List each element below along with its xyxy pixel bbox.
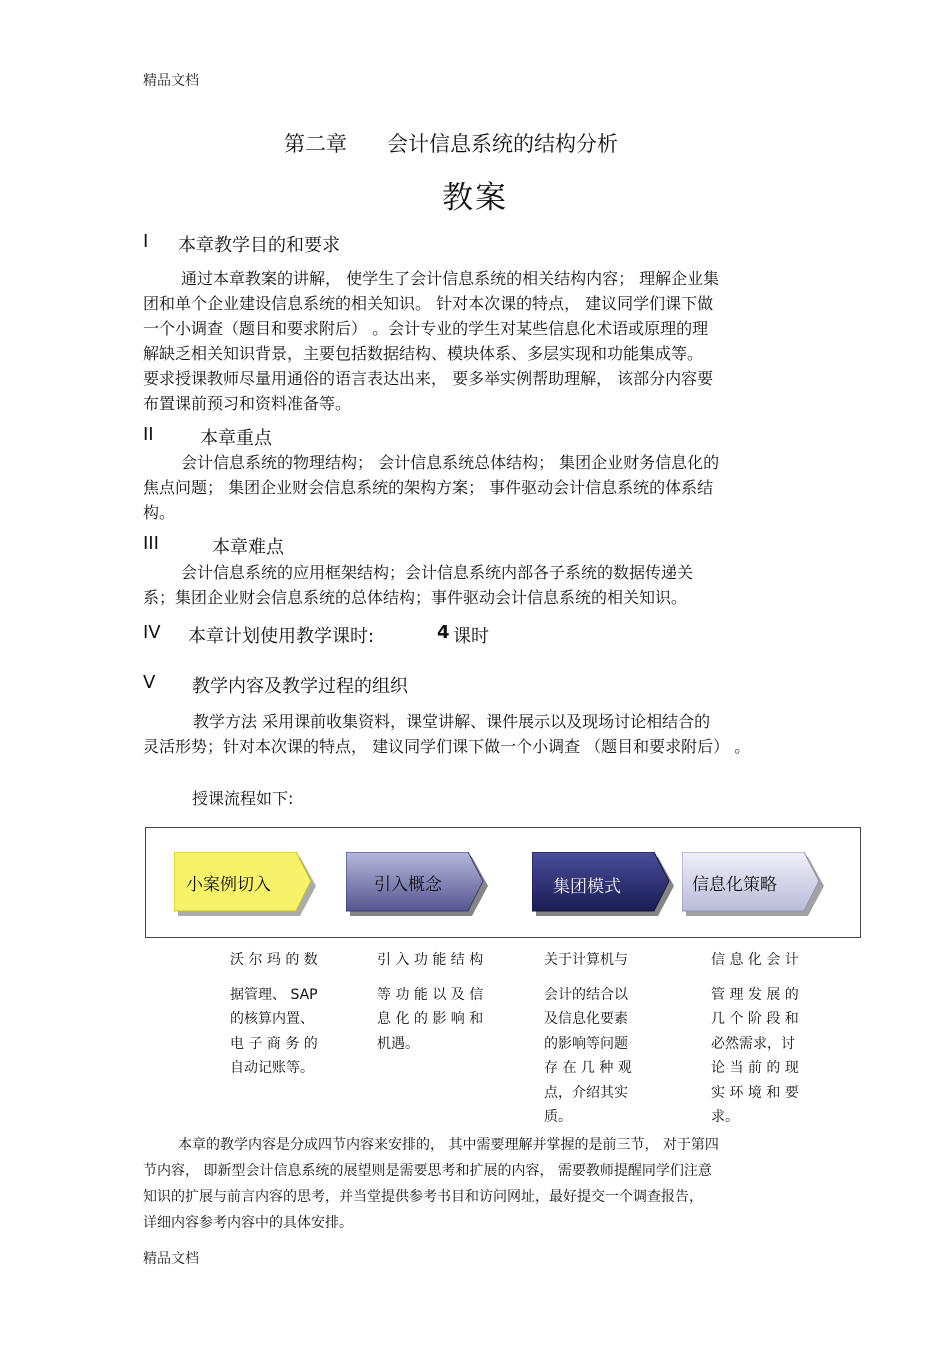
description-line: 求。: [711, 1109, 739, 1125]
paragraph-line: 会计信息系统的物理结构； 会计信息系统总体结构； 集团企业财务信息化的: [181, 453, 720, 472]
flow-intro: 授课流程如下:: [192, 789, 294, 808]
flow-step-label: 集团模式: [553, 877, 621, 897]
flow-step-description: [377, 948, 483, 1056]
flow-step-case-intro: [174, 852, 316, 916]
paragraph-line: 系；集团企业财会信息系统的总体结构；事件驱动会计信息系统的相关知识。: [143, 588, 688, 607]
section-5-body: [143, 709, 823, 759]
description-line: 必然需求，讨: [711, 1035, 795, 1052]
description-line: 的影响等问题: [544, 1035, 628, 1052]
description-line: 点，介绍其实: [544, 1084, 628, 1101]
section-title: 本章计划使用教学课时:: [188, 626, 375, 647]
paragraph-line: 知识的扩展与前言内容的思考，并当堂提供参考书目和访问网址，最好提交一个调查报告，: [143, 1189, 703, 1205]
flow-step-description: [544, 948, 632, 1130]
page-footer: 精品文档: [143, 1251, 199, 1267]
paragraph-line: 节内容， 即新型会计信息系统的展望则是需要思考和扩展的内容， 需要教师提醒同学们注意: [143, 1163, 712, 1179]
flow-step-label: 信息化策略: [692, 875, 777, 895]
description-line: 会计的结合以: [544, 986, 628, 1003]
description-line: 机遇。: [377, 1035, 419, 1052]
section-number: V: [143, 672, 156, 693]
document-subtitle: 教案: [442, 180, 508, 216]
paragraph-line: 教学方法 采用课前收集资料，课堂讲解、课件展示以及现场讨论相结合的: [193, 712, 711, 731]
description-line: 存 在 几 种 观: [544, 1060, 632, 1076]
description-line: 及信息化要素: [544, 1011, 628, 1027]
section-number: III: [143, 533, 159, 554]
flow-step-description: [711, 948, 799, 1130]
chapter-number: 第二章: [284, 132, 347, 156]
paragraph-line: 本章的教学内容是分成四节内容来安排的， 其中需要理解并掌握的是前三节， 对于第四: [178, 1137, 719, 1153]
paragraph-line: 解缺乏相关知识背景，主要包括数据结构、模块体系、多层实现和功能集成等。: [143, 344, 704, 363]
paragraph-line: 团和单个企业建设信息系统的相关知识。 针对本次课的特点， 建议同学们课下做: [143, 294, 714, 313]
chapter-name: 会计信息系统的结构分析: [387, 132, 618, 156]
paragraph-line: 会计信息系统的应用框架结构；会计信息系统内部各子系统的数据传递关: [181, 563, 694, 582]
description-line: 关于计算机与: [544, 952, 628, 968]
paragraph-line: 布置课前预习和资料准备等。: [143, 394, 352, 413]
description-line: 沃 尔 玛 的 数: [230, 952, 318, 968]
description-line: 等 功 能 以 及 信: [377, 986, 484, 1003]
section-2-body: [143, 450, 823, 525]
description-line: 自动记账等。: [230, 1060, 314, 1076]
section-3-body: [143, 560, 823, 610]
section-title: 教学内容及教学过程的组织: [192, 676, 408, 697]
teaching-hours-unit: 课时: [453, 626, 489, 647]
section-number: IV: [143, 622, 161, 643]
section-title: 本章难点: [212, 537, 284, 558]
paragraph-line: 灵活形势；针对本次课的特点， 建议同学们课下做一个小调查 （题目和要求附后） 。: [143, 737, 751, 756]
page-header: 精品文档: [143, 73, 199, 89]
flow-step-it-strategy: [682, 852, 824, 916]
paragraph-line: 要求授课教师尽量用通俗的语言表达出来， 要多举实例帮助理解， 该部分内容要: [143, 369, 714, 388]
paragraph-line: 构。: [143, 503, 176, 522]
description-line: 据管理、 SAP: [230, 986, 318, 1003]
section-title: 本章重点: [200, 428, 272, 449]
flow-step-label: 引入概念: [374, 875, 442, 895]
description-line: 信 息 化 会 计: [711, 952, 799, 968]
section-number: II: [143, 424, 154, 445]
paragraph-line: 一个小调查（题目和要求附后） 。会计专业的学生对某些信息化术语或原理的理: [143, 319, 709, 338]
section-number: I: [143, 231, 149, 252]
flow-step-concepts: [346, 852, 488, 916]
description-line: 论 当 前 的 现: [711, 1060, 799, 1076]
section-1-body: [143, 266, 823, 416]
description-line: 的核算内置、: [230, 1011, 314, 1027]
description-line: 息 化 的 影 响 和: [377, 1011, 484, 1027]
description-line: 几 个 阶 段 和: [711, 1011, 799, 1027]
description-line: 电 子 商 务 的: [230, 1035, 318, 1052]
paragraph-line: 详细内容参考内容中的具体安排。: [143, 1215, 353, 1231]
flow-step-label: 小案例切入: [186, 875, 271, 895]
flow-step-group-mode: [532, 852, 674, 916]
description-line: 质。: [544, 1109, 572, 1125]
description-line: 管 理 发 展 的: [711, 986, 799, 1003]
paragraph-line: 通过本章教案的讲解， 使学生了会计信息系统的相关结构内容； 理解企业集: [181, 269, 720, 288]
description-line: 引 入 功 能 结 构: [377, 952, 484, 968]
flow-step-description: [230, 948, 318, 1081]
closing-paragraph: [143, 1132, 719, 1236]
description-line: 实 环 境 和 要: [711, 1084, 799, 1101]
section-title: 本章教学目的和要求: [178, 235, 340, 256]
paragraph-line: 焦点问题； 集团企业财会信息系统的架构方案； 事件驱动会计信息系统的体系结: [143, 478, 714, 497]
teaching-hours-value: 4: [437, 622, 450, 643]
